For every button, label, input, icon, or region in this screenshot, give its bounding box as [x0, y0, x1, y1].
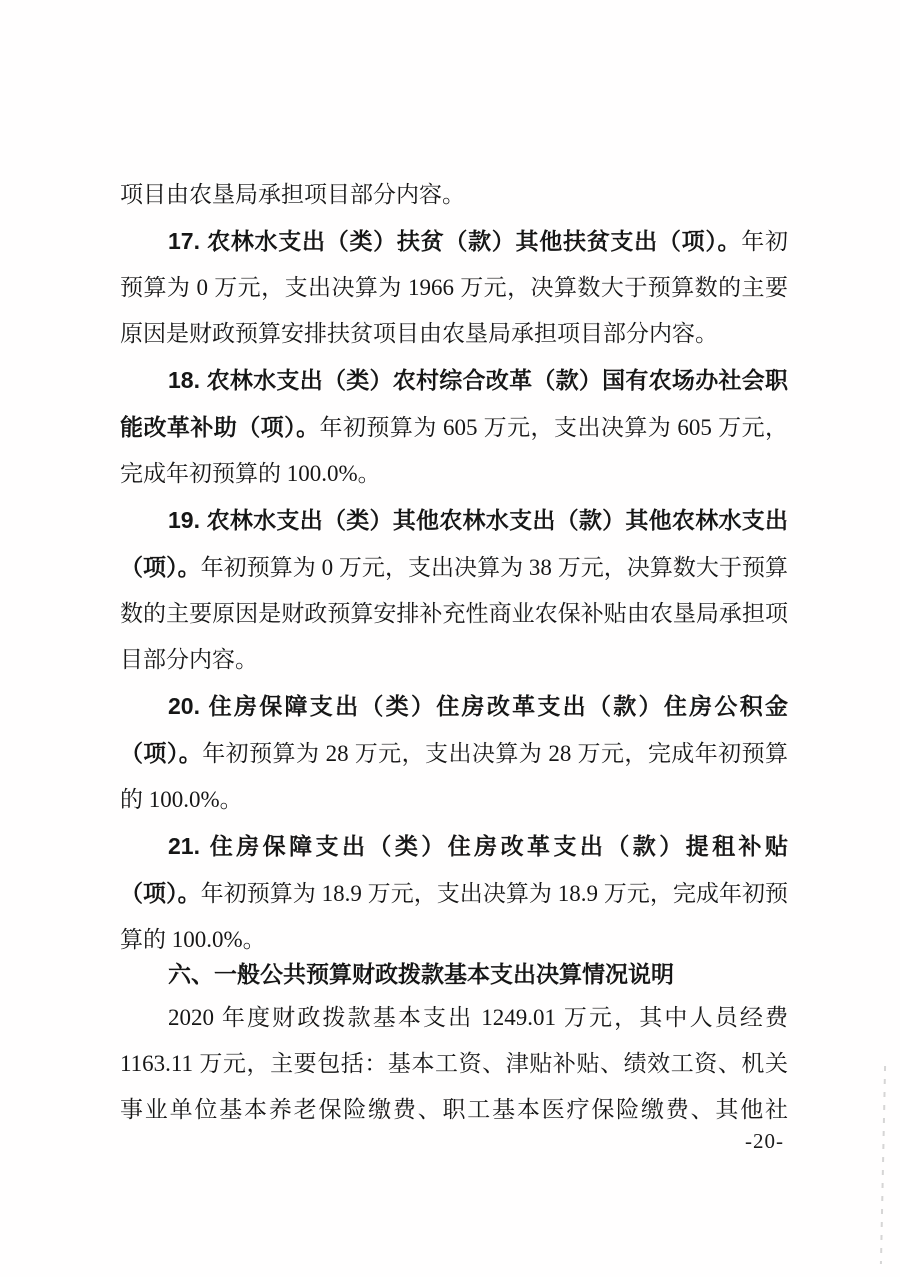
paragraph-item-21 — [120, 823, 788, 963]
paragraph-18-title: 18. 农林水支出（类）农村综合改革（款）国有农场办社会职能改革补助（项）。 — [120, 367, 788, 440]
page-number: -20- — [745, 1129, 784, 1153]
paragraph-19-title: 19. 农林水支出（类）其他农林水支出（款）其他农林水支出（项）。 — [120, 507, 788, 580]
paragraph-21-title: 21. 住房保障支出（类）住房改革支出（款）提租补贴（项）。 — [120, 833, 788, 906]
paragraph-item-19 — [120, 497, 788, 683]
continuation-paragraph: 项目由农垦局承担项目部分内容。 — [120, 182, 465, 207]
paragraph-item-17 — [120, 218, 788, 357]
paragraph-20-title: 20. 住房保障支出（类）住房改革支出（款）住房公积金（项）。 — [120, 693, 788, 766]
section-heading: 六、一般公共预算财政拨款基本支出决算情况说明 — [168, 961, 674, 987]
paragraph-item-18 — [120, 357, 788, 497]
paragraph-19-body: 年初预算为 0 万元，支出决算为 38 万元，决算数大于预算数的主要原因是财政预算安排补充性商业农保补贴由农垦局承担项目部分内容。 — [120, 555, 789, 672]
paragraph-21-body: 年初预算为 18.9 万元，支出决算为 18.9 万元，完成年初预算的 100.0%。 — [120, 881, 789, 952]
paragraph-17-title: 17. 农林水支出（类）扶贫（款）其他扶贫支出（项）。 — [168, 228, 742, 254]
paragraph-20-body: 年初预算为 28 万元，支出决算为 28 万元，完成年初预算的 100.0%。 — [120, 741, 789, 812]
paragraph-item-20 — [120, 683, 788, 823]
paragraph-18-body: 年初预算为 605 万元，支出决算为 605 万元，完成年初预算的 100.0%。 — [120, 415, 789, 486]
scan-artifact-dashed-line — [880, 1066, 886, 1264]
document-body — [120, 172, 788, 1133]
closing-paragraph: 2020 年度财政拨款基本支出 1249.01 万元，其中人员经费 1163.11 万元，主要包括：基本工资、津贴补贴、绩效工资、机关事业单位基本养老保险缴费、职工基本医疗保险缴费、其他社 — [120, 1005, 788, 1122]
paragraph-17-body: 年初预算为 0 万元，支出决算为 1966 万元，决算数大于预算数的主要原因是财政预算安排扶贫项目由农垦局承担项目部分内容。 — [120, 229, 788, 346]
